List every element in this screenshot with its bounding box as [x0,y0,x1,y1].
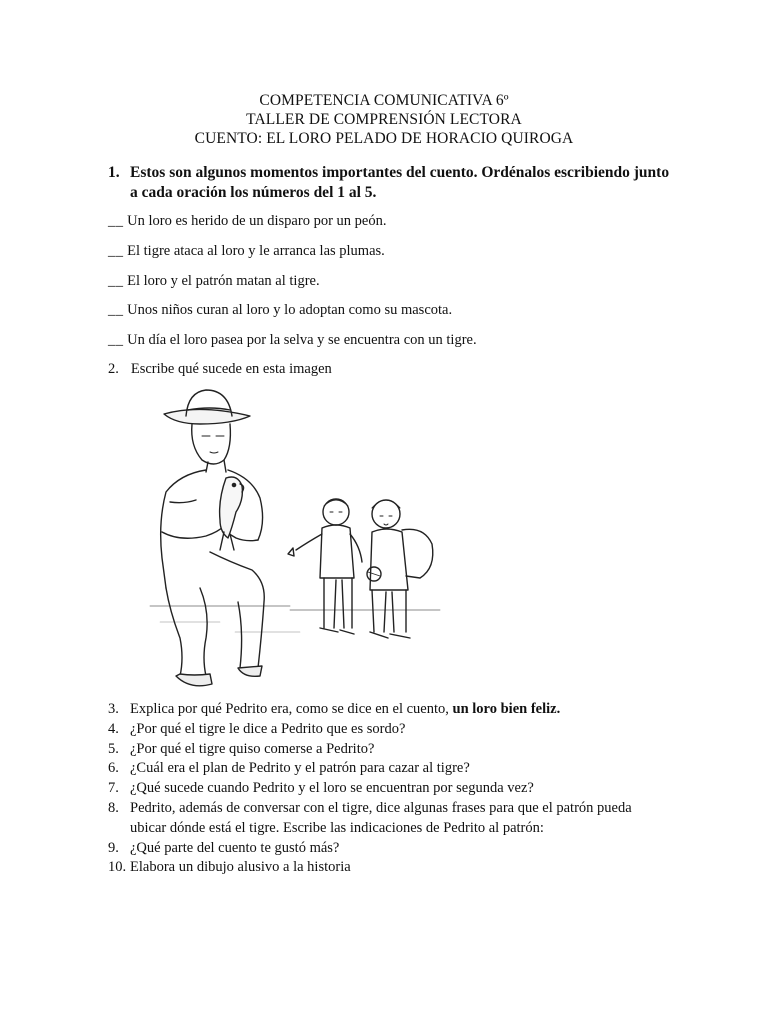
question-text: ¿Cuál era el plan de Pedrito y el patrón para cazar al tigre? [130,760,470,777]
question-number: 8. [108,799,119,816]
question-8 [108,799,688,839]
ordering-item [108,301,452,319]
man-with-parrot-and-two-boys-illustration [140,382,452,700]
question-text-continued: ubicar dónde está el tigre. Escribe las indicaciones de Pedrito al patrón: [130,819,544,836]
question-1 [108,163,688,203]
questions-list [108,700,688,878]
ordering-item [108,272,320,290]
question-number: 3. [108,701,119,717]
question-text: Pedrito, además de conversar con el tigre, dice algunas frases para que el patrón pueda [130,799,632,816]
ordering-blank[interactable]: __ [108,332,124,348]
header-workshop: TALLER DE COMPRENSIÓN LECTORA [246,111,522,128]
question-text: ¿Qué sucede cuando Pedrito y el loro se encuentran por segunda vez? [130,780,534,797]
ordering-text: El tigre ataca al loro y le arranca las plumas. [127,243,385,259]
question-1-line-2: a cada oración los números del 1 al 5. [130,184,377,201]
question-number: 6. [108,760,119,777]
ordering-item [108,331,477,349]
question-1-number: 1. [108,164,120,181]
ordering-item [108,212,386,230]
ordering-text: El loro y el patrón matan al tigre. [127,273,320,289]
question-number: 7. [108,780,119,797]
question-text: ¿Qué parte del cuento te gustó más? [130,839,340,856]
ordering-blank[interactable]: __ [108,273,124,289]
ordering-text: Un loro es herido de un disparo por un peón. [127,213,387,229]
question-3 [108,700,688,720]
question-4 [108,720,688,740]
ordering-blank[interactable]: __ [108,302,124,318]
header-subject: COMPETENCIA COMUNICATIVA 6º [259,92,509,109]
ordering-text: Un día el loro pasea por la selva y se encuentra con un tigre. [127,332,477,348]
question-2-text: Escribe qué sucede en esta imagen [130,361,332,377]
question-7 [108,779,688,799]
question-text: ¿Por qué el tigre quiso comerse a Pedrito? [130,740,375,757]
header-story-title: CUENTO: EL LORO PELADO DE HORACIO QUIROGA [194,130,574,147]
question-number: 5. [108,740,119,757]
question-text: ¿Por qué el tigre le dice a Pedrito que es sordo? [130,720,406,737]
question-10 [108,858,688,878]
question-text: Explica por qué Pedrito era, como se dice en el cuento, [130,701,449,717]
ordering-blank[interactable]: __ [108,213,124,229]
question-number: 10. [108,859,127,876]
question-9 [108,839,688,859]
question-emphasis: un loro bien feliz. [452,701,561,717]
question-number: 4. [108,720,119,737]
worksheet-header [0,91,768,148]
ordering-item [108,242,385,260]
question-text: Elabora un dibujo alusivo a la historia [130,859,351,876]
ordering-blank[interactable]: __ [108,243,124,259]
question-5 [108,740,688,760]
question-1-line-1: Estos son algunos momentos importantes del cuento. Ordénalos escribiendo junto [130,164,670,181]
ordering-text: Unos niños curan al loro y lo adoptan como su mascota. [127,302,453,318]
question-6 [108,759,688,779]
question-2-number: 2. [108,361,119,377]
question-number: 9. [108,839,119,856]
question-2 [108,360,332,378]
